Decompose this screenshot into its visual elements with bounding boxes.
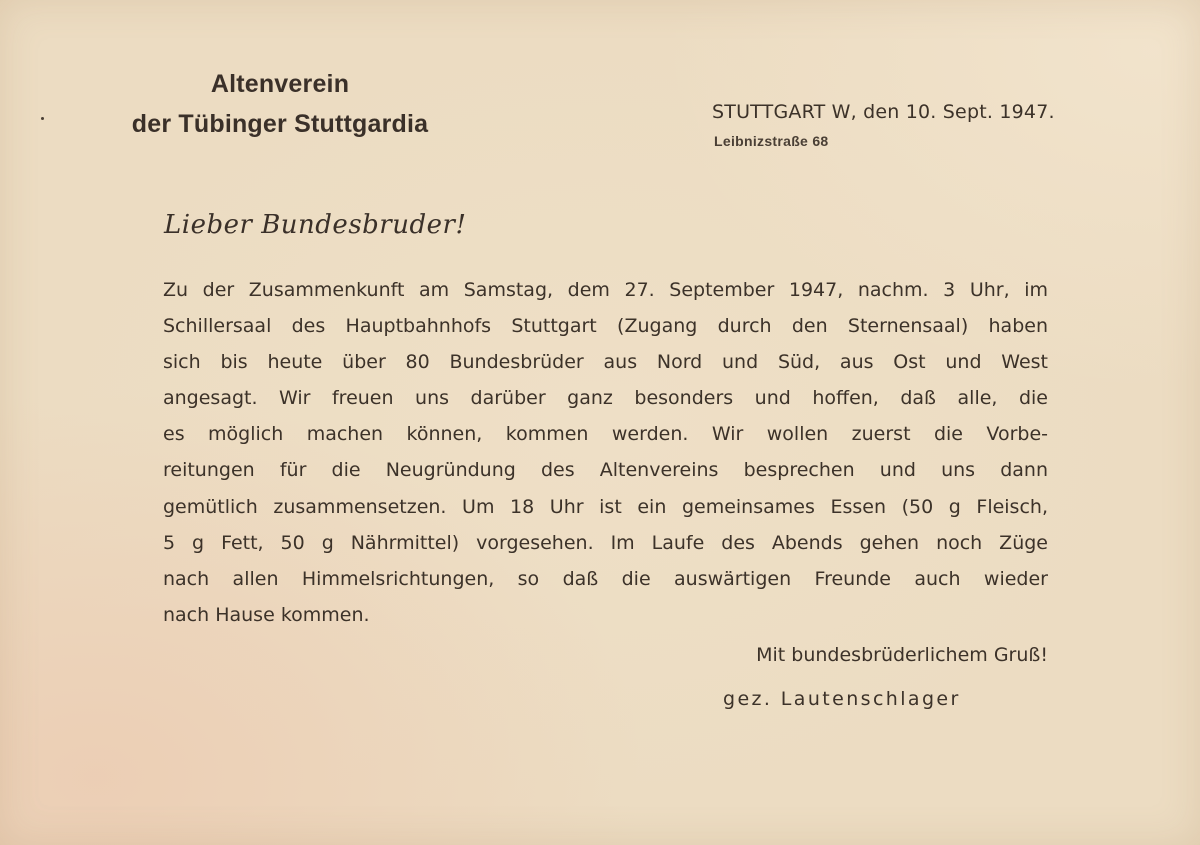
body-line: angesagt. Wir freuen uns darüber ganz besonders und hoffen, daß alle, die (163, 387, 1048, 410)
salutation: Lieber Bundesbruder! (164, 210, 467, 240)
body-line: Schillersaal des Hauptbahnhofs Stuttgart (Zugang durch den Sternensaal) haben (163, 315, 1048, 338)
body-line: reitungen für die Neugründung des Altenvereins besprechen und uns dann (163, 459, 1048, 482)
letter-body (163, 272, 1048, 633)
body-line: gemütlich zusammensetzen. Um 18 Uhr ist ein gemeinsames Essen (50 g Fleisch, (163, 495, 1048, 518)
body-line: es möglich machen können, kommen werden. Wir wollen zuerst die Vorbe- (163, 423, 1048, 446)
body-line: Zu der Zusammenkunft am Samstag, dem 27. September 1947, nachm. 3 Uhr, im (163, 279, 1048, 301)
signature: gez. Lautenschlager (723, 688, 961, 710)
body-line: nach Hause kommen. (163, 603, 370, 626)
closing-greeting: Mit bundesbrüderlichem Gruß! (756, 644, 1048, 666)
sender-block (80, 64, 480, 144)
address: Leibnizstraße 68 (714, 133, 829, 149)
body-line: nach allen Himmelsrichtungen, so daß die auswärtigen Freunde auch wieder (163, 567, 1048, 590)
body-line: 5 g Fett, 50 g Nährmittel) vorgesehen. Im Laufe des Abends gehen noch Züge (163, 531, 1048, 554)
body-line: sich bis heute über 80 Bundesbrüder aus Nord und Süd, aus Ost und West (163, 351, 1048, 374)
ink-speck (41, 117, 44, 120)
sender-line-2: der Tübinger Stuttgardia (131, 110, 429, 138)
sender-line-1: Altenverein (210, 70, 350, 98)
dateline: STUTTGART W, den 10. Sept. 1947. (712, 101, 1055, 123)
